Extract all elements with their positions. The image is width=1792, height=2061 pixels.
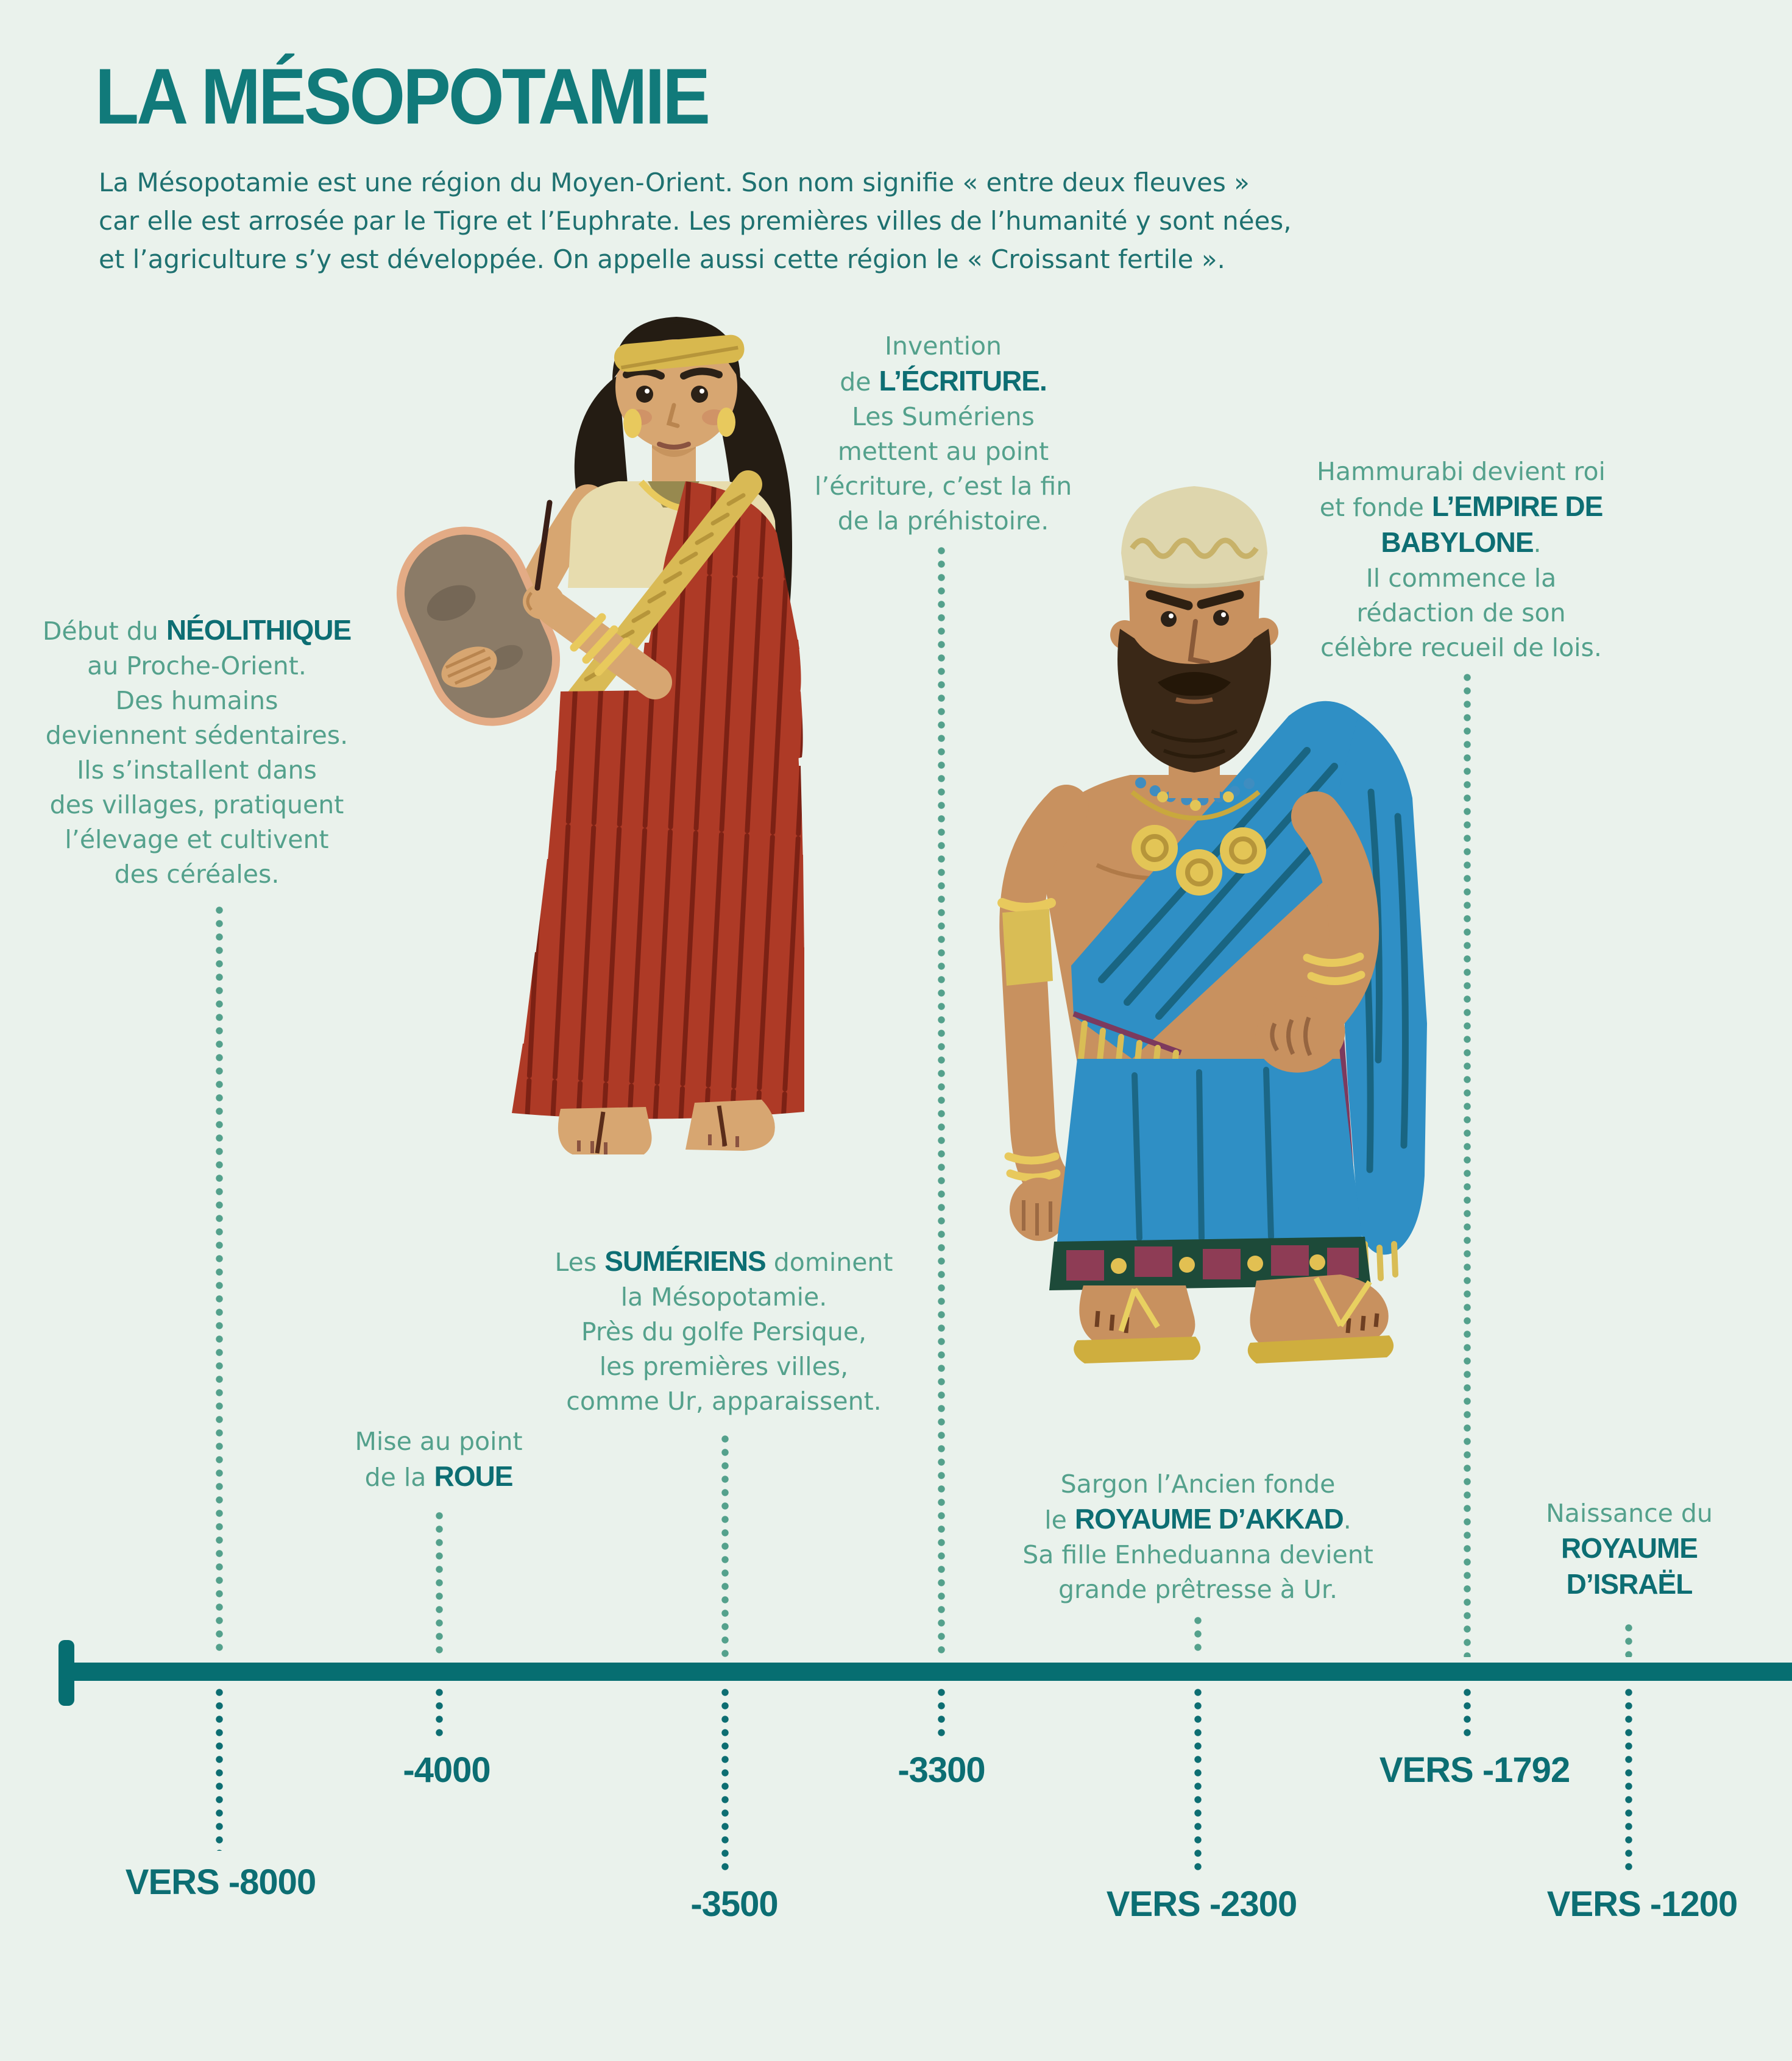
- event-text-line: l’élevage et cultivent: [65, 825, 329, 854]
- event-text-line: des villages, pratiquent: [49, 790, 344, 819]
- event-text-line: de L’ÉCRITURE.: [840, 365, 1047, 397]
- event-text-line: mettent au point: [837, 437, 1049, 466]
- event-text-line: Les Sumériens: [852, 402, 1035, 431]
- event-akkad: [1022, 1467, 1373, 1607]
- event-text-line: le ROYAUME D’AKKAD.: [1044, 1503, 1351, 1535]
- event-text-line: Invention: [884, 331, 1002, 361]
- connector-dotted-line-akkad-upper: [1194, 1616, 1202, 1657]
- timeline-date-4000: -4000: [403, 1750, 490, 1790]
- event-text-line: grande prêtresse à Ur.: [1058, 1575, 1338, 1604]
- intro-paragraph: [99, 163, 1500, 278]
- event-text-line: l’écriture, c’est la fin: [814, 472, 1072, 501]
- timeline-date-3500: -3500: [690, 1884, 778, 1924]
- event-text-line: Des humains: [115, 686, 278, 715]
- intro-line-3: et l’agriculture s’y est développée. On appelle aussi cette région le « Croissant fertile ».: [99, 244, 1225, 274]
- timeline-date-vers-8000: VERS -8000: [125, 1862, 316, 1902]
- timeline-date-vers-2300: VERS -2300: [1106, 1884, 1297, 1924]
- hammurabi-illustration: [975, 475, 1438, 1389]
- event-text-line: D’ISRAËL: [1566, 1568, 1693, 1600]
- event-text-line: de la ROUE: [364, 1460, 513, 1492]
- event-text-line: et fonde L’EMPIRE DE: [1319, 490, 1603, 522]
- event-text-line: rédaction de son: [1356, 598, 1566, 627]
- intro-line-2: car elle est arrosée par le Tigre et l’Euphrate. Les premières villes de l’humanité y sont nées,: [99, 206, 1292, 236]
- connector-dotted-line-israel-lower: [1625, 1688, 1632, 1874]
- event-sumeriens: [555, 1244, 893, 1419]
- event-text-line: Il commence la: [1365, 564, 1557, 593]
- connector-dotted-line-babylone-lower: [1464, 1688, 1471, 1742]
- event-text-line: Début du NÉOLITHIQUE: [42, 614, 352, 646]
- connector-dotted-line-babylone-upper: [1464, 673, 1471, 1657]
- connector-dotted-line-israel-upper: [1625, 1623, 1632, 1657]
- event-text-line: Ils s’installent dans: [77, 755, 317, 785]
- timeline-date-vers-1792: VERS -1792: [1379, 1750, 1570, 1790]
- event-text-line: Sa fille Enheduanna devient: [1022, 1540, 1373, 1569]
- event-text-line: des céréales.: [114, 860, 280, 889]
- event-text-line: Hammurabi devient roi: [1317, 457, 1606, 486]
- timeline-bar: [72, 1663, 1792, 1681]
- event-text-line: Sargon l’Ancien fonde: [1060, 1469, 1336, 1499]
- event-neolithique: [43, 613, 351, 892]
- event-text-line: BABYLONE.: [1381, 526, 1542, 558]
- intro-line-1: La Mésopotamie est une région du Moyen-Orient. Son nom signifie « entre deux fleuves »: [99, 168, 1250, 197]
- timeline-date-vers-1200: VERS -1200: [1546, 1884, 1738, 1924]
- event-text-line: Les SUMÉRIENS dominent: [554, 1245, 893, 1277]
- event-text-line: célèbre recueil de lois.: [1320, 633, 1602, 662]
- event-israel: [1546, 1496, 1713, 1603]
- timeline-date-3300: -3300: [898, 1750, 985, 1790]
- event-text-line: comme Ur, apparaissent.: [566, 1387, 882, 1416]
- event-text-line: deviennent sédentaires.: [45, 721, 349, 750]
- connector-dotted-line-roue-upper: [436, 1511, 443, 1657]
- event-text-line: Mise au point: [355, 1427, 523, 1456]
- connector-dotted-line-sumeriens-upper: [721, 1434, 729, 1657]
- connector-dotted-line-akkad-lower: [1194, 1688, 1202, 1874]
- event-text-line: ROYAUME: [1561, 1532, 1698, 1564]
- page-title: LA MÉSOPOTAMIE: [95, 52, 708, 141]
- connector-dotted-line-neolithique-lower: [216, 1688, 223, 1851]
- connector-dotted-line-ecriture-upper: [938, 546, 945, 1657]
- event-roue: [355, 1424, 522, 1495]
- sumerian-scribe-illustration: [378, 302, 804, 1154]
- event-text-line: Près du golfe Persique,: [581, 1317, 867, 1346]
- event-text-line: la Mésopotamie.: [620, 1282, 827, 1312]
- connector-dotted-line-neolithique-upper: [216, 905, 223, 1657]
- connector-dotted-line-sumeriens-lower: [721, 1688, 729, 1874]
- connector-dotted-line-roue-lower: [436, 1688, 443, 1742]
- event-text-line: de la préhistoire.: [837, 506, 1049, 536]
- connector-dotted-line-ecriture-lower: [938, 1688, 945, 1742]
- event-text-line: au Proche-Orient.: [87, 651, 306, 681]
- event-text-line: les premières villes,: [599, 1352, 849, 1381]
- event-text-line: Naissance du: [1546, 1499, 1713, 1528]
